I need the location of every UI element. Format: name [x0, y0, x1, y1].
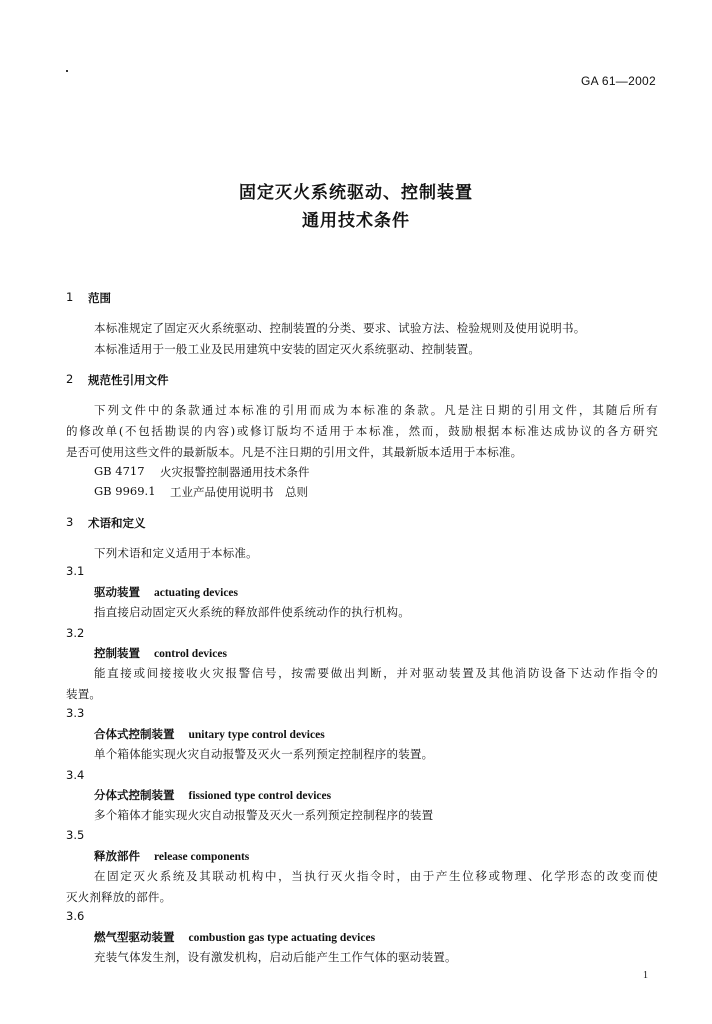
term-heading	[94, 929, 375, 945]
term-number: 3.6	[66, 909, 85, 923]
term-zh: 释放部件	[94, 849, 140, 863]
reference-code: GB 4717	[94, 464, 145, 478]
paragraph: 下列术语和定义适用于本标准。	[94, 546, 258, 560]
term-number: 3.5	[66, 828, 85, 842]
term-definition-line: 单个箱体能实现火灾自动报警及灭火一系列预定控制程序的装置。	[94, 747, 434, 761]
term-heading	[94, 848, 249, 864]
term-en: release components	[154, 851, 250, 863]
section-heading: 范围	[88, 291, 111, 305]
section-heading: 术语和定义	[88, 516, 146, 530]
standard-number: GA 61—2002	[580, 74, 656, 88]
term-zh: 合体式控制装置	[94, 727, 175, 741]
term-en: actuating devices	[154, 587, 239, 599]
term-definition-line: 灭火剂释放的部件。	[66, 890, 172, 904]
term-en: combustion gas type actuating devices	[188, 932, 376, 944]
term-heading	[94, 645, 227, 661]
paragraph-line: 是否可使用这些文件的最新版本。凡是不注日期的引用文件，其最新版本适用于本标准。	[66, 445, 523, 459]
reference-code: GB 9969.1	[94, 484, 156, 498]
term-zh: 分体式控制装置	[94, 788, 175, 802]
paragraph: 本标准规定了固定灭火系统驱动、控制装置的分类、要求、试验方法、检验规则及使用说明书。	[94, 321, 586, 335]
term-number: 3.4	[66, 768, 85, 782]
reference-title: 火灾报警控制器通用技术条件	[160, 465, 310, 479]
term-definition-line: 充装气体发生剂，设有激发机构，启动后能产生工作气体的驱动装置。	[94, 950, 457, 964]
scan-speck	[66, 70, 68, 72]
term-definition-line: 多个箱体才能实现火灾自动报警及灭火一系列预定控制程序的装置	[94, 808, 434, 822]
term-en: control devices	[154, 648, 227, 660]
paragraph-line: 的修改单(不包括勘误的内容)或修订版均不适用于本标准，然而，鼓励根据本标准达成协议的各方研究	[66, 424, 658, 438]
term-en: unitary type control devices	[188, 729, 325, 741]
page-number: 1	[643, 970, 648, 981]
section-number: 1	[66, 290, 74, 304]
paragraph: 本标准适用于一般工业及民用建筑中安装的固定灭火系统驱动、控制装置。	[94, 342, 481, 356]
document-title-line2: 通用技术条件	[302, 211, 410, 231]
term-number: 3.2	[66, 626, 85, 640]
paragraph-line: 下列文件中的条款通过本标准的引用而成为本标准的条款。凡是注日期的引用文件，其随后所有	[94, 403, 658, 417]
term-definition-line: 装置。	[66, 687, 102, 701]
term-zh: 控制装置	[94, 646, 140, 660]
term-number: 3.1	[66, 564, 85, 578]
term-definition-line: 指直接启动固定灭火系统的释放部件使系统动作的执行机构。	[94, 605, 410, 619]
document-title-line1: 固定灭火系统驱动、控制装置	[239, 183, 473, 203]
term-zh: 驱动装置	[94, 585, 140, 599]
term-heading	[94, 726, 325, 742]
term-definition-line: 在固定灭火系统及其联动机构中，当执行灭火指令时，由于产生位移或物理、化学形态的改变而使	[94, 869, 658, 883]
section-number: 2	[66, 372, 74, 386]
section-number: 3	[66, 515, 74, 529]
section-heading: 规范性引用文件	[88, 373, 169, 387]
term-en: fissioned type control devices	[188, 790, 332, 802]
term-number: 3.3	[66, 706, 85, 720]
reference-title: 工业产品使用说明书 总则	[170, 485, 308, 499]
term-heading	[94, 584, 238, 600]
term-definition-line: 能直接或间接接收火灾报警信号，按需要做出判断，并对驱动装置及其他消防设备下达动作指令的	[94, 666, 658, 680]
term-zh: 燃气型驱动装置	[94, 930, 175, 944]
term-heading	[94, 787, 331, 803]
